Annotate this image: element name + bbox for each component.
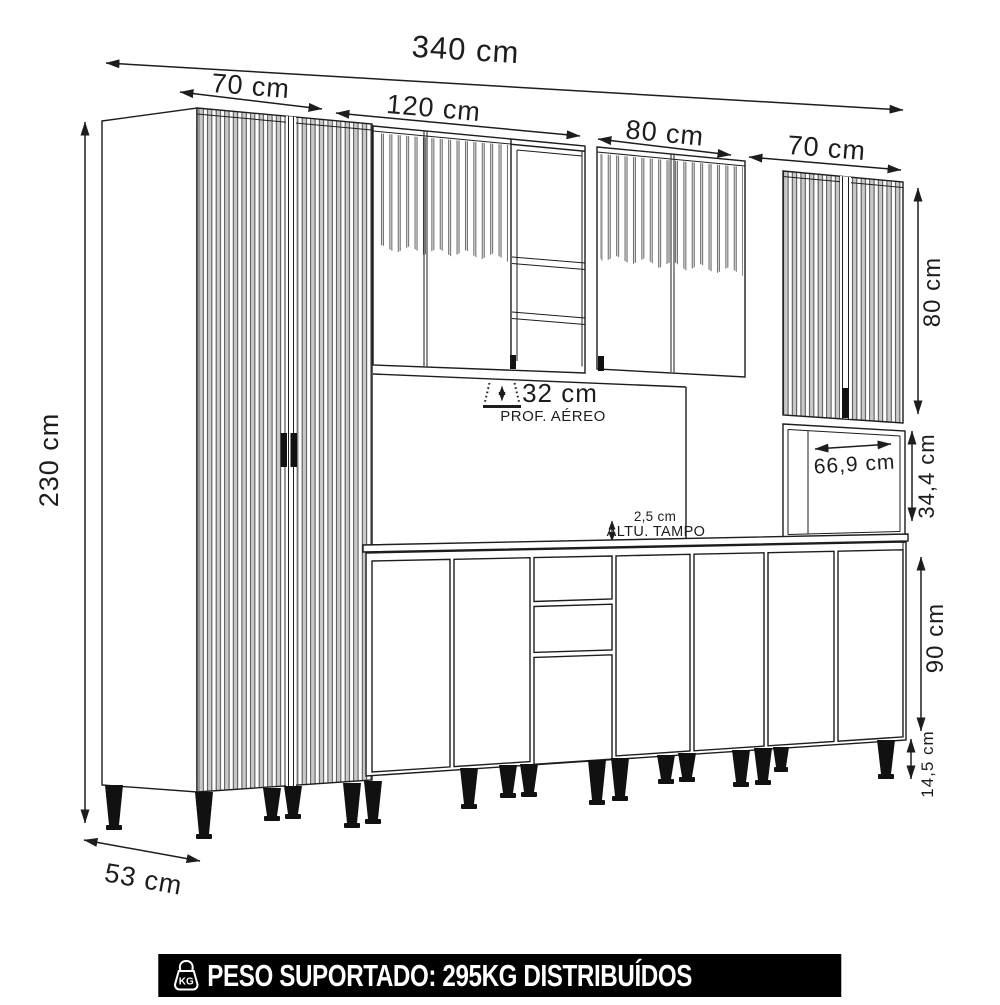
weight-capacity-banner bbox=[158, 954, 841, 997]
depth-icon-left-dotted bbox=[485, 383, 490, 404]
foot bbox=[732, 750, 750, 787]
dim-line-depth bbox=[84, 840, 200, 861]
foot bbox=[105, 785, 123, 830]
countertop-value: 2,5 cm bbox=[633, 509, 677, 524]
dim-tall-width-label: 70 cm bbox=[210, 67, 292, 105]
foot bbox=[284, 786, 302, 819]
foot bbox=[520, 764, 538, 797]
base-door-2 bbox=[454, 558, 530, 767]
dim-niche-width-label: 66,9 cm bbox=[813, 450, 897, 479]
aerial-depth-label: PROF. AÉREO bbox=[500, 408, 606, 425]
dim-total-height-label: 230 cm bbox=[34, 412, 64, 508]
aerial-depth-annotation bbox=[483, 378, 606, 425]
foot bbox=[263, 788, 281, 821]
foot bbox=[773, 747, 789, 772]
foot bbox=[343, 783, 361, 828]
dim-total-width-label: 340 cm bbox=[410, 28, 521, 71]
foot bbox=[877, 740, 895, 779]
upper-cabinet-80 bbox=[597, 147, 745, 377]
dim-mid-width-label: 120 cm bbox=[385, 88, 483, 128]
dim-right-width-label: 70 cm bbox=[786, 129, 868, 167]
base-drawer-3 bbox=[534, 655, 612, 765]
dim-base-height-label: 90 cm bbox=[922, 602, 949, 674]
depth-icon-right-dotted bbox=[515, 383, 520, 404]
kg-icon-label: KG bbox=[178, 976, 194, 987]
foot bbox=[611, 758, 629, 801]
upper-cabinet-70-right bbox=[783, 171, 903, 423]
weight-capacity-text: PESO SUPORTADO: 295KG DISTRIBUÍDOS bbox=[207, 957, 693, 993]
base-door-4 bbox=[694, 553, 764, 751]
tall-cabinet-left-handle bbox=[281, 433, 288, 467]
base-door-1 bbox=[372, 559, 450, 772]
backsplash-panel bbox=[373, 374, 705, 542]
base-drawer-stack bbox=[534, 556, 612, 764]
foot bbox=[657, 755, 675, 784]
foot bbox=[678, 753, 696, 782]
foot bbox=[754, 748, 772, 785]
foot bbox=[364, 781, 382, 824]
tall-cabinet-right-handle bbox=[291, 433, 298, 467]
base-door-5 bbox=[768, 551, 834, 746]
foot bbox=[499, 765, 517, 798]
kg-weight-icon bbox=[171, 959, 201, 993]
upper-80-handle bbox=[598, 356, 604, 371]
countertop-height-annotation bbox=[607, 509, 706, 541]
dim-80-width-label: 80 cm bbox=[624, 114, 706, 152]
upper-120-fluted-texture bbox=[376, 133, 508, 262]
tall-cabinet-side-panel bbox=[102, 108, 197, 792]
foot bbox=[195, 792, 213, 839]
base-drawer-1 bbox=[534, 556, 612, 602]
base-drawer-2 bbox=[534, 604, 612, 652]
dim-upper-height-label: 80 cm bbox=[919, 256, 946, 328]
countertop-label: ALTU. TAMPO bbox=[606, 524, 706, 540]
base-door-3 bbox=[616, 554, 690, 756]
foot bbox=[588, 760, 606, 805]
tall-cabinet bbox=[102, 108, 372, 792]
open-niche-box bbox=[783, 424, 905, 539]
foot bbox=[460, 768, 478, 809]
dim-niche-height-label: 34,4 cm bbox=[914, 433, 939, 519]
upper-70-handle bbox=[842, 388, 849, 418]
base-cabinet-row bbox=[366, 542, 906, 776]
dim-feet-height-label: 14,5 cm bbox=[918, 730, 937, 798]
dim-depth-label: 53 cm bbox=[102, 857, 185, 901]
upper-cabinet-120 bbox=[373, 126, 585, 373]
aerial-depth-value: 32 cm bbox=[522, 378, 598, 408]
base-door-6 bbox=[838, 550, 903, 741]
